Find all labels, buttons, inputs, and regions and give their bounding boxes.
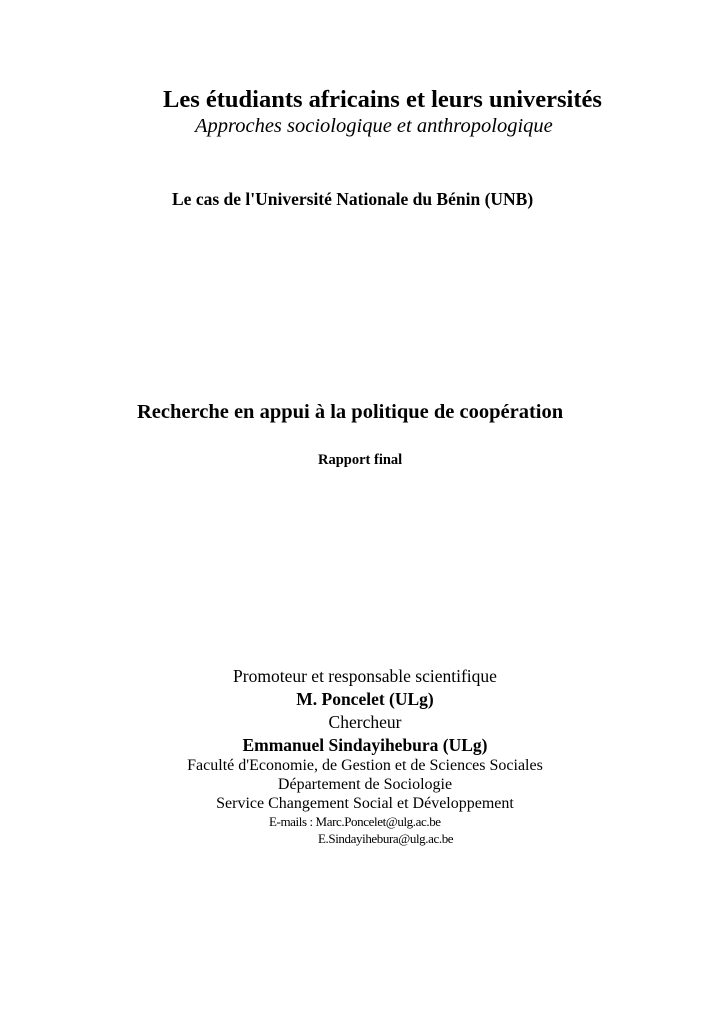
research-program-heading: Recherche en appui à la politique de coopération	[137, 401, 564, 423]
promoter-role: Promoteur et responsable scientifique	[233, 666, 497, 686]
faculty-name: Faculté d'Economie, de Gestion et de Sciences Sociales	[187, 757, 543, 774]
department-name: Département de Sociologie	[277, 776, 453, 793]
email-row-secondary	[269, 832, 453, 849]
promoter-name: M. Poncelet (ULg)	[296, 689, 434, 709]
email-contacts	[269, 815, 453, 849]
case-study-heading: Le cas de l'Université Nationale du Bénin (UNB)	[172, 189, 534, 209]
email-sindayihebura: E.Sindayihebura@ulg.ac.be	[318, 831, 454, 846]
document-subtitle: Approches sociologique et anthropologique	[195, 115, 553, 137]
emails-label: E-mails :	[269, 814, 316, 829]
document-title: Les étudiants africains et leurs universités	[163, 86, 602, 113]
researcher-role: Chercheur	[328, 712, 402, 732]
email-row-primary	[269, 815, 453, 832]
researcher-name: Emmanuel Sindayihebura (ULg)	[242, 735, 488, 755]
service-name: Service Changement Social et Développement	[216, 795, 514, 812]
email-poncelet: Marc.Poncelet@ulg.ac.be	[315, 814, 441, 829]
report-type-label: Rapport final	[318, 452, 403, 468]
